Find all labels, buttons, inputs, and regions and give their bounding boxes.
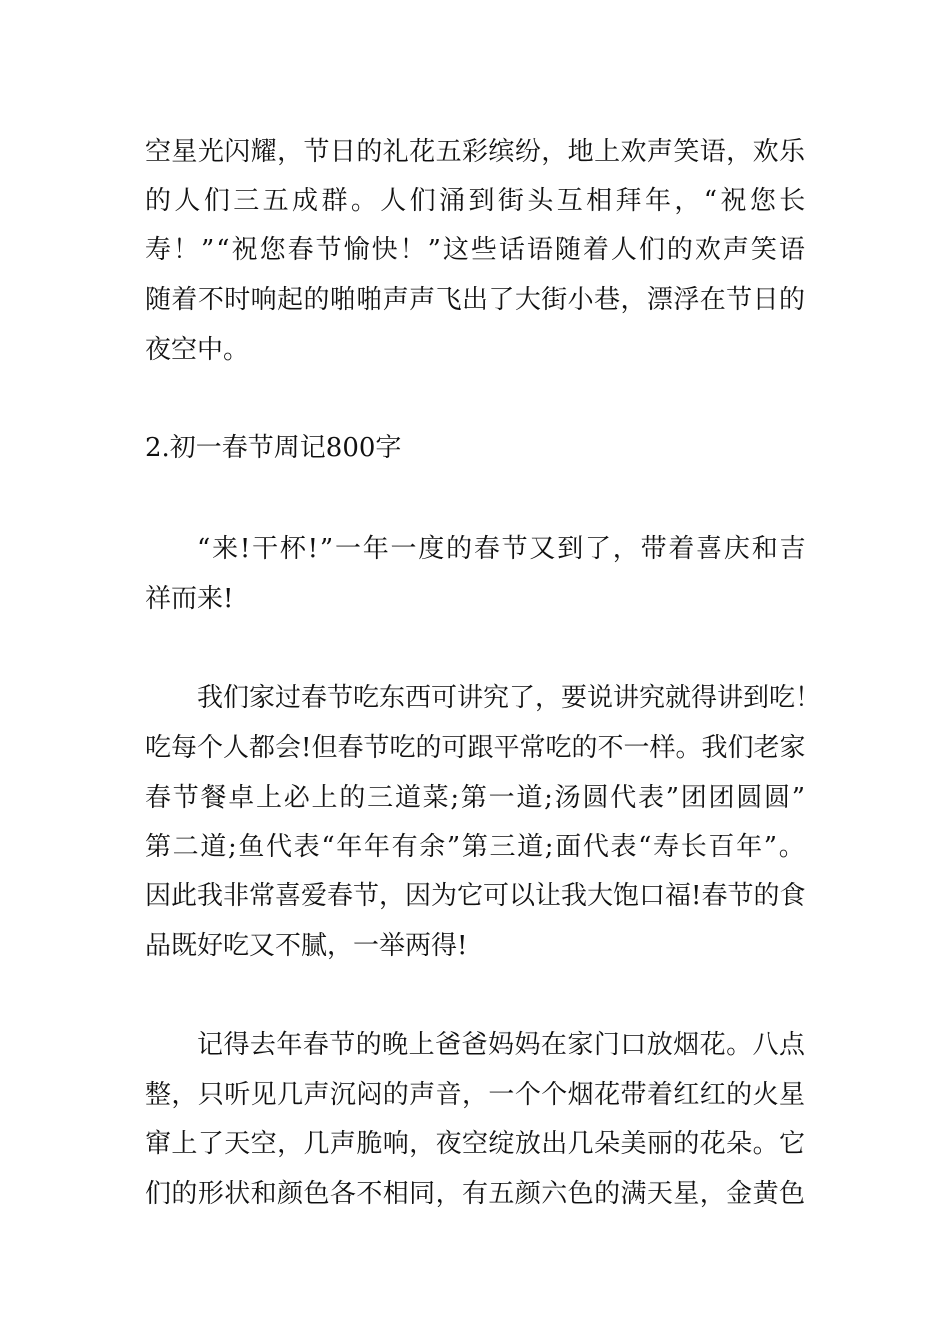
text-line: 随着不时响起的啪啪声声飞出了大街小巷，漂浮在节日的	[145, 285, 806, 315]
text-line: 吃每个人都会!但春节吃的可跟平常吃的不一样。我们老家	[145, 733, 806, 763]
text-line: 寿！”“祝您春节愉快！”这些话语随着人们的欢声笑语	[145, 235, 807, 265]
text-line: 空星光闪耀，节日的礼花五彩缤纷，地上欢声笑语，欢乐	[145, 137, 806, 167]
text-line: 因此我非常喜爱春节，因为它可以让我大饱口福!春节的食	[145, 881, 806, 911]
text-line: “来!干杯!”一年一度的春节又到了，带着喜庆和吉	[197, 534, 808, 564]
text-line: 我们家过春节吃东西可讲究了，要说讲究就得讲到吃！	[197, 683, 822, 713]
text-line: 春节餐卓上必上的三道菜;第一道;汤圆代表”团团圆圆”	[145, 783, 807, 813]
text-line: 记得去年春节的晚上爸爸妈妈在家门口放烟花。八点	[197, 1030, 806, 1060]
section-heading: 2.初一春节周记800字	[145, 433, 402, 463]
text-line: 窜上了天空，几声脆响，夜空绽放出几朵美丽的花朵。它	[145, 1129, 806, 1159]
text-line: 品既好吃又不腻，一举两得!	[145, 931, 468, 961]
text-line: 的人们三五成群。人们涌到街头互相拜年，“祝您长	[145, 186, 809, 216]
text-line: 整，只听见几声沉闷的声音，一个个烟花带着红红的火星	[145, 1080, 806, 1110]
text-line: 祥而来!	[145, 584, 234, 614]
text-line: 夜空中。	[145, 335, 250, 365]
text-line: 第二道;鱼代表“年年有余”第三道;面代表“寿长百年”。	[145, 832, 807, 862]
text-line: 们的形状和颜色各不相同，有五颜六色的满天星，金黄色	[145, 1179, 806, 1209]
